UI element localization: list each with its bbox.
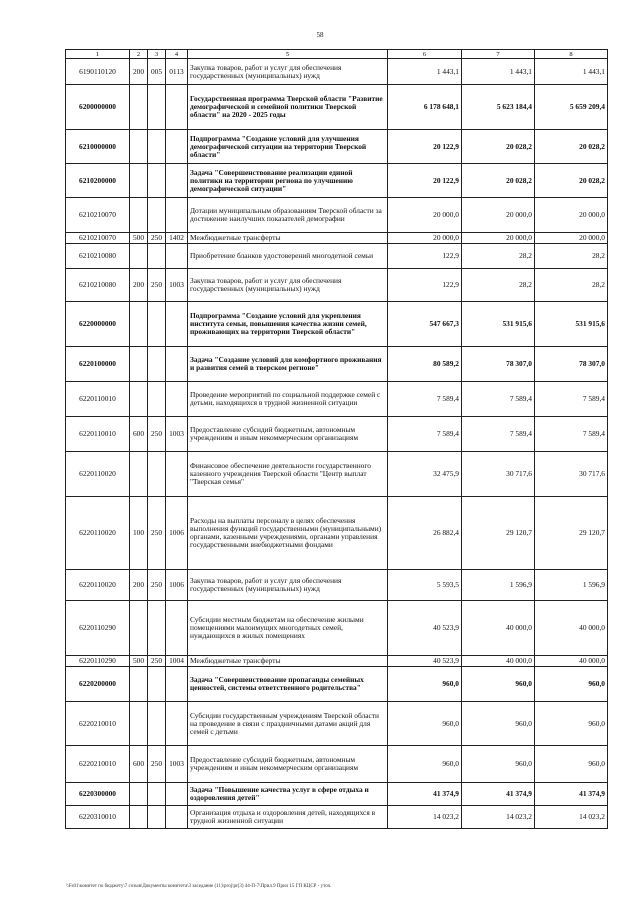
amount-year1-cell: 960,0 (388, 667, 462, 702)
expense-type-cell: 100 (130, 497, 148, 570)
ministry-code-cell: 250 (148, 570, 166, 601)
ministry-code-cell (148, 347, 166, 382)
table-row (66, 746, 608, 783)
kbk-code-cell: 6220210010 (66, 702, 130, 746)
table-row (66, 382, 608, 417)
section-code-cell (166, 198, 188, 233)
amount-year2-cell: 40 000,0 (462, 656, 535, 667)
amount-year3-cell: 20 000,0 (535, 198, 608, 233)
ministry-code-cell (148, 667, 166, 702)
item-name-cell: Дотации муниципальным образованиям Тверской области за достижение наилучших показателей демографии (188, 198, 388, 233)
kbk-code-cell: 6220000000 (66, 302, 130, 347)
table-row (66, 702, 608, 746)
expense-type-cell (130, 85, 148, 130)
table-row (66, 198, 608, 233)
section-code-cell: 1006 (166, 497, 188, 570)
ministry-code-cell (148, 601, 166, 656)
ministry-code-cell (148, 302, 166, 347)
amount-year3-cell: 7 589,4 (535, 382, 608, 417)
kbk-code-cell: 6220110010 (66, 382, 130, 417)
item-name-cell: Закупка товаров, работ и услуг для обеспечения государственных (муниципальных) нужд (188, 59, 388, 85)
section-code-cell (166, 85, 188, 130)
ministry-code-cell (148, 198, 166, 233)
kbk-code-cell: 6220110020 (66, 570, 130, 601)
table-row (66, 806, 608, 829)
kbk-code-cell: 6220200000 (66, 667, 130, 702)
item-name-cell: Задача "Совершенствование пропаганды семейных ценностей, системы ответственного родительства" (188, 667, 388, 702)
section-code-cell: 1003 (166, 746, 188, 783)
section-code-cell (166, 702, 188, 746)
amount-year3-cell: 40 000,0 (535, 601, 608, 656)
amount-year1-cell: 5 593,5 (388, 570, 462, 601)
table-row (66, 302, 608, 347)
amount-year1-cell: 20 000,0 (388, 233, 462, 244)
kbk-code-cell: 6220110020 (66, 452, 130, 497)
amount-year2-cell: 7 589,4 (462, 382, 535, 417)
ministry-code-cell (148, 130, 166, 164)
section-code-cell: 1004 (166, 656, 188, 667)
amount-year3-cell: 28,2 (535, 244, 608, 269)
ministry-code-cell: 250 (148, 746, 166, 783)
amount-year2-cell: 20 028,2 (462, 164, 535, 198)
item-name-cell: Задача "Совершенствование реализации единой политики на территории региона по улучшению демографической ситуации" (188, 164, 388, 198)
section-code-cell (166, 347, 188, 382)
section-code-cell (166, 806, 188, 829)
item-name-cell: Межбюджетные трансферты (188, 656, 388, 667)
table-row (66, 233, 608, 244)
amount-year2-cell: 7 589,4 (462, 417, 535, 452)
amount-year1-cell: 26 882,4 (388, 497, 462, 570)
amount-year1-cell: 960,0 (388, 746, 462, 783)
ministry-code-cell (148, 702, 166, 746)
header-cell: 6 (388, 50, 462, 59)
section-code-cell (166, 783, 188, 806)
expense-type-cell: 500 (130, 656, 148, 667)
item-name-cell: Задача "Создание условий для комфортного проживания и развития семей в тверском регионе" (188, 347, 388, 382)
amount-year1-cell: 960,0 (388, 702, 462, 746)
amount-year3-cell: 29 120,7 (535, 497, 608, 570)
amount-year2-cell: 30 717,6 (462, 452, 535, 497)
ministry-code-cell: 250 (148, 417, 166, 452)
expense-type-cell: 500 (130, 233, 148, 244)
section-code-cell (166, 382, 188, 417)
table-row (66, 130, 608, 164)
amount-year3-cell: 20 028,2 (535, 164, 608, 198)
kbk-code-cell: 6210000000 (66, 130, 130, 164)
section-code-cell (166, 164, 188, 198)
amount-year1-cell: 20 000,0 (388, 198, 462, 233)
amount-year3-cell: 14 023,2 (535, 806, 608, 829)
kbk-code-cell: 6220310010 (66, 806, 130, 829)
table-row (66, 601, 608, 656)
expense-type-cell (130, 667, 148, 702)
item-name-cell: Приобретение бланков удостоверений многодетной семьи (188, 244, 388, 269)
section-code-cell (166, 452, 188, 497)
expense-type-cell (130, 347, 148, 382)
table-row (66, 656, 608, 667)
expense-type-cell (130, 302, 148, 347)
section-code-cell (166, 601, 188, 656)
amount-year3-cell: 78 307,0 (535, 347, 608, 382)
table-row (66, 59, 608, 85)
amount-year3-cell: 960,0 (535, 667, 608, 702)
amount-year1-cell: 122,9 (388, 269, 462, 302)
amount-year3-cell: 20 000,0 (535, 233, 608, 244)
amount-year3-cell: 1 443,1 (535, 59, 608, 85)
ministry-code-cell: 250 (148, 497, 166, 570)
kbk-code-cell: 6210210070 (66, 233, 130, 244)
amount-year2-cell: 1 443,1 (462, 59, 535, 85)
expense-type-cell (130, 130, 148, 164)
item-name-cell: Финансовое обеспечение деятельности государственного казенного учреждения Тверской области "Центр выплат "Тверская семья" (188, 452, 388, 497)
kbk-code-cell: 6210210080 (66, 269, 130, 302)
amount-year2-cell: 40 000,0 (462, 601, 535, 656)
amount-year3-cell: 960,0 (535, 702, 608, 746)
amount-year3-cell: 531 915,6 (535, 302, 608, 347)
page-number: 58 (316, 31, 324, 39)
ministry-code-cell (148, 85, 166, 130)
section-code-cell (166, 302, 188, 347)
section-code-cell: 1006 (166, 570, 188, 601)
ministry-code-cell: 005 (148, 59, 166, 85)
kbk-code-cell: 6210210070 (66, 198, 130, 233)
ministry-code-cell (148, 783, 166, 806)
expense-type-cell (130, 244, 148, 269)
kbk-code-cell: 6210210080 (66, 244, 130, 269)
amount-year2-cell: 20 000,0 (462, 233, 535, 244)
expense-type-cell (130, 601, 148, 656)
section-code-cell: 1402 (166, 233, 188, 244)
ministry-code-cell (148, 806, 166, 829)
item-name-cell: Предоставление субсидий бюджетным, автономным учреждениям и иным некоммерческим организациям (188, 417, 388, 452)
expense-type-cell (130, 164, 148, 198)
header-cell: 1 (66, 50, 130, 59)
amount-year2-cell: 20 028,2 (462, 130, 535, 164)
amount-year1-cell: 6 178 648,1 (388, 85, 462, 130)
section-code-cell: 1003 (166, 417, 188, 452)
expense-type-cell (130, 806, 148, 829)
amount-year1-cell: 80 589,2 (388, 347, 462, 382)
table-row (66, 269, 608, 302)
amount-year3-cell: 7 589,4 (535, 417, 608, 452)
kbk-code-cell: 6220210010 (66, 746, 130, 783)
amount-year3-cell: 40 000,0 (535, 656, 608, 667)
expense-type-cell: 200 (130, 269, 148, 302)
amount-year2-cell: 14 023,2 (462, 806, 535, 829)
item-name-cell: Субсидии местным бюджетам на обеспечение жилыми помещениями малоимущих многодетных семей, нуждающихся в жилых помещениях (188, 601, 388, 656)
expense-type-cell: 200 (130, 59, 148, 85)
header-cell: 4 (166, 50, 188, 59)
amount-year1-cell: 20 122,9 (388, 164, 462, 198)
amount-year2-cell: 531 915,6 (462, 302, 535, 347)
budget-table (65, 49, 608, 829)
amount-year2-cell: 5 623 184,4 (462, 85, 535, 130)
kbk-code-cell: 6220110290 (66, 656, 130, 667)
table-row (66, 417, 608, 452)
section-code-cell (166, 130, 188, 164)
table-row (66, 347, 608, 382)
table-row (66, 85, 608, 130)
item-name-cell: Подпрограмма "Создание условий для улучшения демографической ситуации на территории Тверской области" (188, 130, 388, 164)
item-name-cell: Предоставление субсидий бюджетным, автономным учреждениям и иным некоммерческим организациям (188, 746, 388, 783)
amount-year1-cell: 547 667,3 (388, 302, 462, 347)
expense-type-cell (130, 783, 148, 806)
ministry-code-cell (148, 244, 166, 269)
amount-year1-cell: 40 523,9 (388, 656, 462, 667)
item-name-cell: Организация отдыха и оздоровления детей, находящихся в трудной жизненной ситуации (188, 806, 388, 829)
amount-year2-cell: 28,2 (462, 269, 535, 302)
amount-year3-cell: 41 374,9 (535, 783, 608, 806)
table-row (66, 783, 608, 806)
ministry-code-cell: 250 (148, 269, 166, 302)
amount-year2-cell: 960,0 (462, 667, 535, 702)
item-name-cell: Подпрограмма "Создание условий для укрепления института семьи, повышения качества жизни семей, проживающих на территории Тверской области" (188, 302, 388, 347)
section-code-cell (166, 244, 188, 269)
kbk-code-cell: 6220100000 (66, 347, 130, 382)
header-cell: 8 (535, 50, 608, 59)
amount-year2-cell: 1 596,9 (462, 570, 535, 601)
amount-year2-cell: 78 307,0 (462, 347, 535, 382)
expense-type-cell: 200 (130, 570, 148, 601)
amount-year2-cell: 28,2 (462, 244, 535, 269)
header-cell: 3 (148, 50, 166, 59)
kbk-code-cell: 6210200000 (66, 164, 130, 198)
item-name-cell: Проведение мероприятий по социальной поддержке семей с детьми, находящихся в трудной жизненной ситуации (188, 382, 388, 417)
amount-year3-cell: 960,0 (535, 746, 608, 783)
item-name-cell: Закупка товаров, работ и услуг для обеспечения государственных (муниципальных) нужд (188, 269, 388, 302)
section-code-cell: 1003 (166, 269, 188, 302)
amount-year1-cell: 122,9 (388, 244, 462, 269)
kbk-code-cell: 6220110020 (66, 497, 130, 570)
expense-type-cell (130, 702, 148, 746)
amount-year2-cell: 41 374,9 (462, 783, 535, 806)
ministry-code-cell (148, 382, 166, 417)
kbk-code-cell: 6220110010 (66, 417, 130, 452)
table-row (66, 667, 608, 702)
expense-type-cell (130, 452, 148, 497)
section-code-cell (166, 667, 188, 702)
table-row (66, 497, 608, 570)
expense-type-cell (130, 382, 148, 417)
ministry-code-cell: 250 (148, 656, 166, 667)
item-name-cell: Задача "Повышение качества услуг в сфере отдыха и оздоровления детей" (188, 783, 388, 806)
amount-year2-cell: 960,0 (462, 702, 535, 746)
kbk-code-cell: 6190110120 (66, 59, 130, 85)
ministry-code-cell (148, 164, 166, 198)
amount-year1-cell: 1 443,1 (388, 59, 462, 85)
header-cell: 2 (130, 50, 148, 59)
section-code-cell: 0113 (166, 59, 188, 85)
amount-year1-cell: 7 589,4 (388, 382, 462, 417)
amount-year3-cell: 1 596,9 (535, 570, 608, 601)
amount-year3-cell: 30 717,6 (535, 452, 608, 497)
amount-year1-cell: 32 475,9 (388, 452, 462, 497)
expense-type-cell: 600 (130, 746, 148, 783)
header-cell: 5 (188, 50, 388, 59)
item-name-cell: Государственная программа Тверской области "Развитие демографической и семейной политики Тверской области" на 2020 - 2025 годы (188, 85, 388, 130)
item-name-cell: Субсидии государственным учреждениям Тверской области на проведение в связи с праздничными датами акций для семей с детьми (188, 702, 388, 746)
amount-year3-cell: 20 028,2 (535, 130, 608, 164)
expense-type-cell: 600 (130, 417, 148, 452)
amount-year1-cell: 41 374,9 (388, 783, 462, 806)
table-header-row (66, 50, 608, 59)
amount-year3-cell: 28,2 (535, 269, 608, 302)
file-path-footer: \\Fs01\комитет по бюджету\7 созыв\Документы комитета\3 заседание (11)\proj\pr(3) 44-П-7\Прил.9 Прил 15 ГП КЦСР - уточ. (66, 884, 332, 889)
amount-year1-cell: 20 122,9 (388, 130, 462, 164)
table-row (66, 244, 608, 269)
amount-year1-cell: 14 023,2 (388, 806, 462, 829)
ministry-code-cell: 250 (148, 233, 166, 244)
amount-year2-cell: 960,0 (462, 746, 535, 783)
expense-type-cell (130, 198, 148, 233)
item-name-cell: Межбюджетные трансферты (188, 233, 388, 244)
item-name-cell: Закупка товаров, работ и услуг для обеспечения государственных (муниципальных) нужд (188, 570, 388, 601)
header-cell: 7 (462, 50, 535, 59)
table-row (66, 452, 608, 497)
kbk-code-cell: 6200000000 (66, 85, 130, 130)
amount-year1-cell: 40 523,9 (388, 601, 462, 656)
ministry-code-cell (148, 452, 166, 497)
amount-year1-cell: 7 589,4 (388, 417, 462, 452)
amount-year2-cell: 20 000,0 (462, 198, 535, 233)
item-name-cell: Расходы на выплаты персоналу в целях обеспечения выполнения функций государственными (муниципальными) органами, казенными учреждениями, органами управления государственными внебюджетными фондами (188, 497, 388, 570)
amount-year2-cell: 29 120,7 (462, 497, 535, 570)
amount-year3-cell: 5 659 209,4 (535, 85, 608, 130)
kbk-code-cell: 6220300000 (66, 783, 130, 806)
kbk-code-cell: 6220110290 (66, 601, 130, 656)
table-row (66, 164, 608, 198)
table-row (66, 570, 608, 601)
